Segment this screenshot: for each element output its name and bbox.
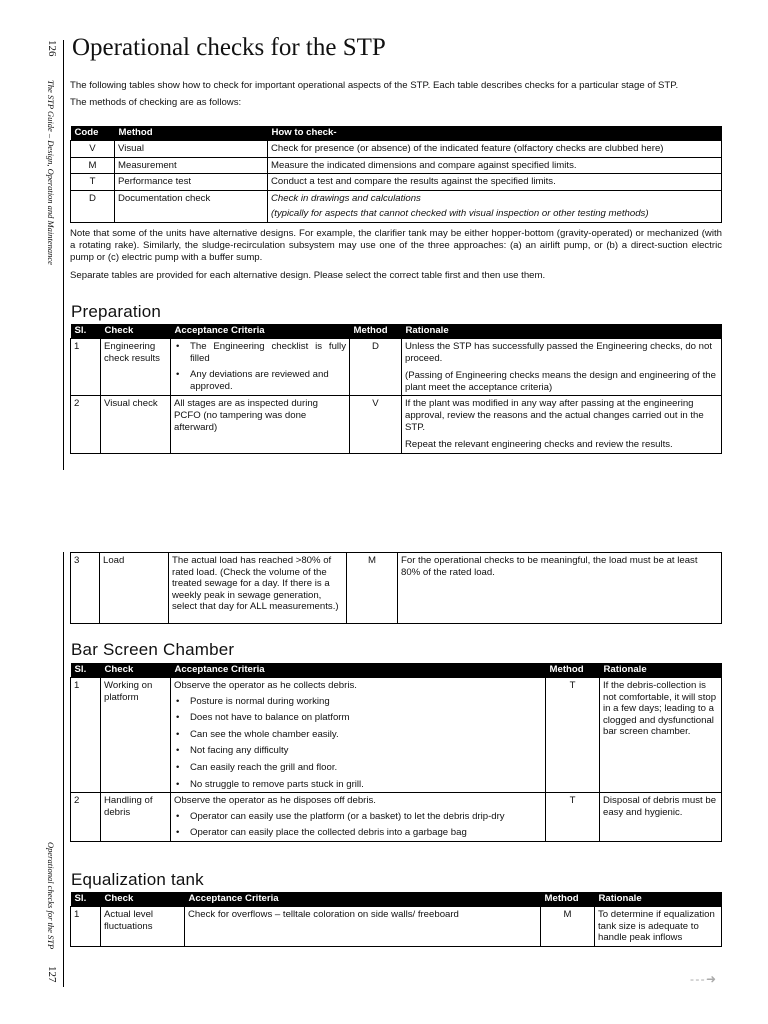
row-check: Actual level fluctuations xyxy=(101,907,185,947)
list-item: • Posture is normal during working xyxy=(174,696,542,708)
col-rationale: Rationale xyxy=(595,892,722,907)
rationale-line1: If the plant was modified in any way after passing at the engineering approval, review the reasons and the actual changes carried out in the STP. xyxy=(405,398,704,433)
list-item: • Can easily reach the grill and floor. xyxy=(174,762,542,774)
row-sl: 2 xyxy=(71,793,101,842)
col-how: How to check- xyxy=(268,126,722,141)
row-method: M xyxy=(347,553,398,624)
criteria-list xyxy=(174,696,542,791)
note-section xyxy=(70,228,722,282)
method-how: Measure the indicated dimensions and compare against specified limits. xyxy=(268,157,722,174)
table-row xyxy=(71,793,722,842)
table-row xyxy=(71,396,722,453)
col-rationale: Rationale xyxy=(402,324,722,339)
table-row xyxy=(71,553,722,624)
table-row xyxy=(71,678,722,793)
list-item: • Can see the whole chamber easily. xyxy=(174,729,542,741)
col-criteria: Acceptance Criteria xyxy=(185,892,541,907)
rationale-line1: Unless the STP has successfully passed the Engineering checks, do not proceed. xyxy=(405,341,712,364)
row-criteria: All stages are as inspected during PCFO (no tampering was done afterward) xyxy=(171,396,350,453)
page-sidebar xyxy=(0,0,64,1024)
row-method: T xyxy=(546,793,600,842)
method-name: Performance test xyxy=(115,174,268,191)
preparation-header-row xyxy=(71,324,722,339)
method-name: Measurement xyxy=(115,157,268,174)
intro-paragraph-1: The following tables show how to check for important operational aspects of the STP. Each table describes checks for a particular stage of STP. xyxy=(70,80,679,91)
row-criteria: The actual load has reached >80% of rated load. (Check the volume of the treated sewage for a day. If there is a weekly peak in sewage generation, select that day for ALL measurements.) xyxy=(169,553,347,624)
row-rationale: Disposal of debris must be easy and hygienic. xyxy=(600,793,722,842)
row-rationale: To determine if equalization tank size is adequate to handle peak inflows xyxy=(595,907,722,947)
row-criteria xyxy=(171,678,546,793)
row-sl: 3 xyxy=(71,553,100,624)
page-title: Operational checks for the STP xyxy=(72,34,386,61)
col-rationale: Rationale xyxy=(600,663,722,678)
col-sl: Sl. xyxy=(71,663,101,678)
list-item: • No struggle to remove parts stuck in grill. xyxy=(174,779,542,791)
method-how xyxy=(268,190,722,222)
table-row xyxy=(71,907,722,947)
page-number-right: 127 xyxy=(46,966,58,983)
method-how-line1: Check in drawings and calculations xyxy=(271,192,421,204)
table-row xyxy=(71,157,722,174)
preparation-heading: Preparation xyxy=(71,302,162,321)
method-name: Visual xyxy=(115,141,268,158)
row-criteria xyxy=(171,339,350,396)
method-code: D xyxy=(71,190,115,222)
table-row xyxy=(71,339,722,396)
row-rationale xyxy=(402,339,722,396)
note-paragraph-1: Note that some of the units have alternative designs. For example, the clarifier tank may be either hopper-bottom (gravity-operated) or mechanized (with a rotating rake). Similarly, the sludge-recirculation subsystem may use one of the three approaches: (a) an airlift pump, or (b) a direct-suction electric pump or (c) electric pump with a buffer sump. xyxy=(70,228,722,263)
list-item: • The Engineering checklist is fully filled xyxy=(174,341,346,364)
row-criteria: Check for overflows – telltale coloration on side walls/ freeboard xyxy=(185,907,541,947)
list-item: • Any deviations are reviewed and approved. xyxy=(174,369,346,392)
col-method: Method xyxy=(115,126,268,141)
col-method: Method xyxy=(350,324,402,339)
col-criteria: Acceptance Criteria xyxy=(171,663,546,678)
list-item: • Operator can easily place the collected debris into a garbage bag xyxy=(174,827,542,839)
row-sl: 1 xyxy=(71,678,101,793)
method-code: M xyxy=(71,157,115,174)
methods-table xyxy=(70,126,722,223)
equalization-table-wrap xyxy=(70,892,722,947)
bar-screen-header-row xyxy=(71,663,722,678)
row-method: D xyxy=(350,339,402,396)
row-criteria xyxy=(171,793,546,842)
table-row xyxy=(71,174,722,191)
col-sl: Sl. xyxy=(71,324,101,339)
intro-paragraph-2: The methods of checking are as follows: xyxy=(70,97,242,108)
row-rationale: For the operational checks to be meaningful, the load must be at least 80% of the rated load. xyxy=(398,553,722,624)
col-check: Check xyxy=(101,324,171,339)
method-code: T xyxy=(71,174,115,191)
row-method: T xyxy=(546,678,600,793)
col-check: Check xyxy=(101,663,171,678)
row-method: M xyxy=(541,907,595,947)
equalization-heading: Equalization tank xyxy=(71,870,204,889)
guide-title-vertical: The STP Guide – Design, Operation and Maintenance xyxy=(46,80,56,265)
preparation-table-wrap xyxy=(70,324,722,454)
row-check: Visual check xyxy=(101,396,171,453)
method-name: Documentation check xyxy=(115,190,268,222)
row-rationale xyxy=(402,396,722,453)
page-number-left: 126 xyxy=(46,40,58,57)
col-criteria: Acceptance Criteria xyxy=(171,324,350,339)
list-item: • Operator can easily use the platform (or a basket) to let the debris drip-dry xyxy=(174,811,542,823)
preparation-table-continued-wrap xyxy=(70,552,722,624)
sidebar-rule-top xyxy=(63,40,64,470)
chapter-title-vertical: Operational checks for the STP xyxy=(46,842,56,950)
col-check: Check xyxy=(101,892,185,907)
criteria-intro: Observe the operator as he disposes off debris. xyxy=(174,795,376,807)
method-code: V xyxy=(71,141,115,158)
row-check: Engineering check results xyxy=(101,339,171,396)
preparation-table xyxy=(70,324,722,454)
col-method: Method xyxy=(541,892,595,907)
method-how: Conduct a test and compare the results against the specified limits. xyxy=(268,174,722,191)
row-method: V xyxy=(350,396,402,453)
equalization-header-row xyxy=(71,892,722,907)
row-sl: 2 xyxy=(71,396,101,453)
col-code: Code xyxy=(71,126,115,141)
equalization-table xyxy=(70,892,722,947)
row-check: Handling of debris xyxy=(101,793,171,842)
row-rationale: If the debris-collection is not comfortable, it will stop in a few days; leading to a clogged and dysfunctional bar screen chamber. xyxy=(600,678,722,793)
row-sl: 1 xyxy=(71,339,101,396)
col-sl: Sl. xyxy=(71,892,101,907)
intro-section xyxy=(70,80,722,109)
sidebar-rule-bottom xyxy=(63,552,64,987)
table-row xyxy=(71,190,722,222)
list-item: • Not facing any difficulty xyxy=(174,745,542,757)
list-item: • Does not have to balance on platform xyxy=(174,712,542,724)
method-how-line2: (typically for aspects that cannot checked with visual inspection or other testing methods) xyxy=(271,208,649,220)
row-check: Load xyxy=(100,553,169,624)
col-method: Method xyxy=(546,663,600,678)
bar-screen-heading: Bar Screen Chamber xyxy=(71,640,235,659)
criteria-list xyxy=(174,811,542,839)
continue-arrow-icon: - - - ➜ xyxy=(690,972,716,986)
rationale-line2: (Passing of Engineering checks means the design and engineering of the plant meet the acceptance criteria) xyxy=(405,370,716,393)
criteria-intro: Observe the operator as he collects debris. xyxy=(174,680,357,691)
preparation-table-continued xyxy=(70,552,722,624)
note-paragraph-2: Separate tables are provided for each alternative design. Please select the correct table first and then use them. xyxy=(70,270,546,281)
bar-screen-table xyxy=(70,663,722,842)
criteria-list xyxy=(174,341,346,392)
table-row xyxy=(71,141,722,158)
rationale-line2: Repeat the relevant engineering checks and review the results. xyxy=(405,439,673,451)
method-how: Check for presence (or absence) of the indicated feature (olfactory checks are clubbed here) xyxy=(268,141,722,158)
bar-screen-table-wrap xyxy=(70,663,722,842)
row-check: Working on platform xyxy=(101,678,171,793)
row-sl: 1 xyxy=(71,907,101,947)
methods-header-row xyxy=(71,126,722,141)
methods-table-wrap xyxy=(70,126,722,223)
